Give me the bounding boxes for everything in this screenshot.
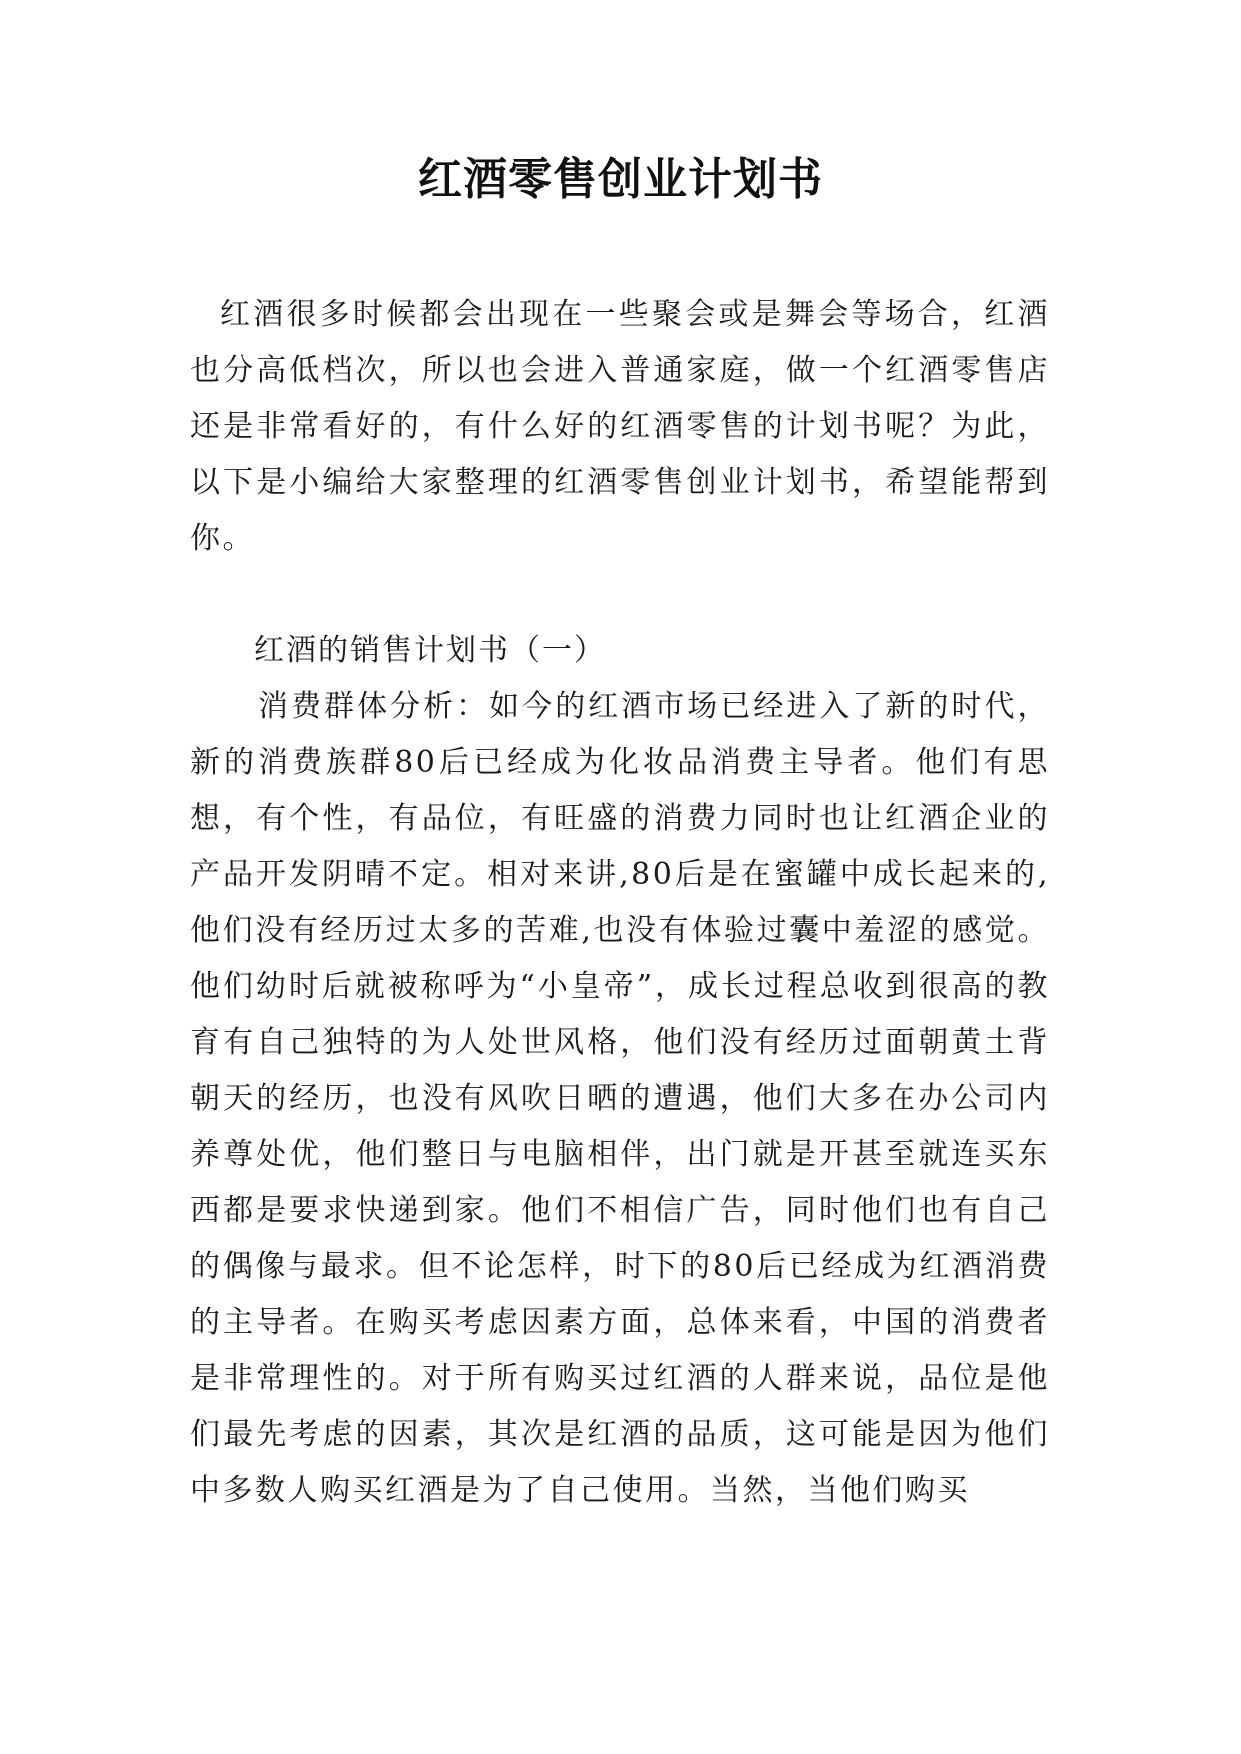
document-title: 红酒零售创业计划书: [418, 154, 823, 205]
body-paragraph: 消费群体分析：如今的红酒市场已经进入了新的时代，新的消费族群80后已经成为化妆品消费主导者。他们有思想，有个性，有品位，有旺盛的消费力同时也让红酒企业的产品开发阴晴不定。相对来讲,80后是在蜜罐中成长起来的,他们没有经历过太多的苦难,也没有体验过囊中羞涩的感觉。他们幼时后就被称呼为“小皇帝”，成长过程总收到很高的教育有自己独特的为人处世风格，他们没有经历过面朝黄土背朝天的经历，也没有风吹日晒的遭遇，他们大多在办公司内养尊处优，他们整日与电脑相伴，出门就是开甚至就连买东西都是要求快递到家。他们不相信广告，同时他们也有自己的偶像与最求。但不论怎样，时下的80后已经成为红酒消费的主导者。在购买考虑因素方面，总体来看，中国的消费者是非常理性的。对于所有购买过红酒的人群来说，品位是他们最先考虑的因素，其次是红酒的品质，这可能是因为他们中多数人购买红酒是为了自己使用。当然，当他们购买: [190, 689, 1050, 1508]
document-body: [190, 287, 1050, 1519]
paragraph-spacer: [190, 567, 1050, 623]
section-heading: 红酒的销售计划书（一）: [254, 633, 606, 668]
intro-paragraph: 红酒很多时候都会出现在一些聚会或是舞会等场合，红酒也分高低档次，所以也会进入普通家庭，做一个红酒零售店还是非常看好的，有什么好的红酒零售的计划书呢？为此，以下是小编给大家整理的红酒零售创业计划书，希望能帮到你。: [190, 297, 1050, 556]
